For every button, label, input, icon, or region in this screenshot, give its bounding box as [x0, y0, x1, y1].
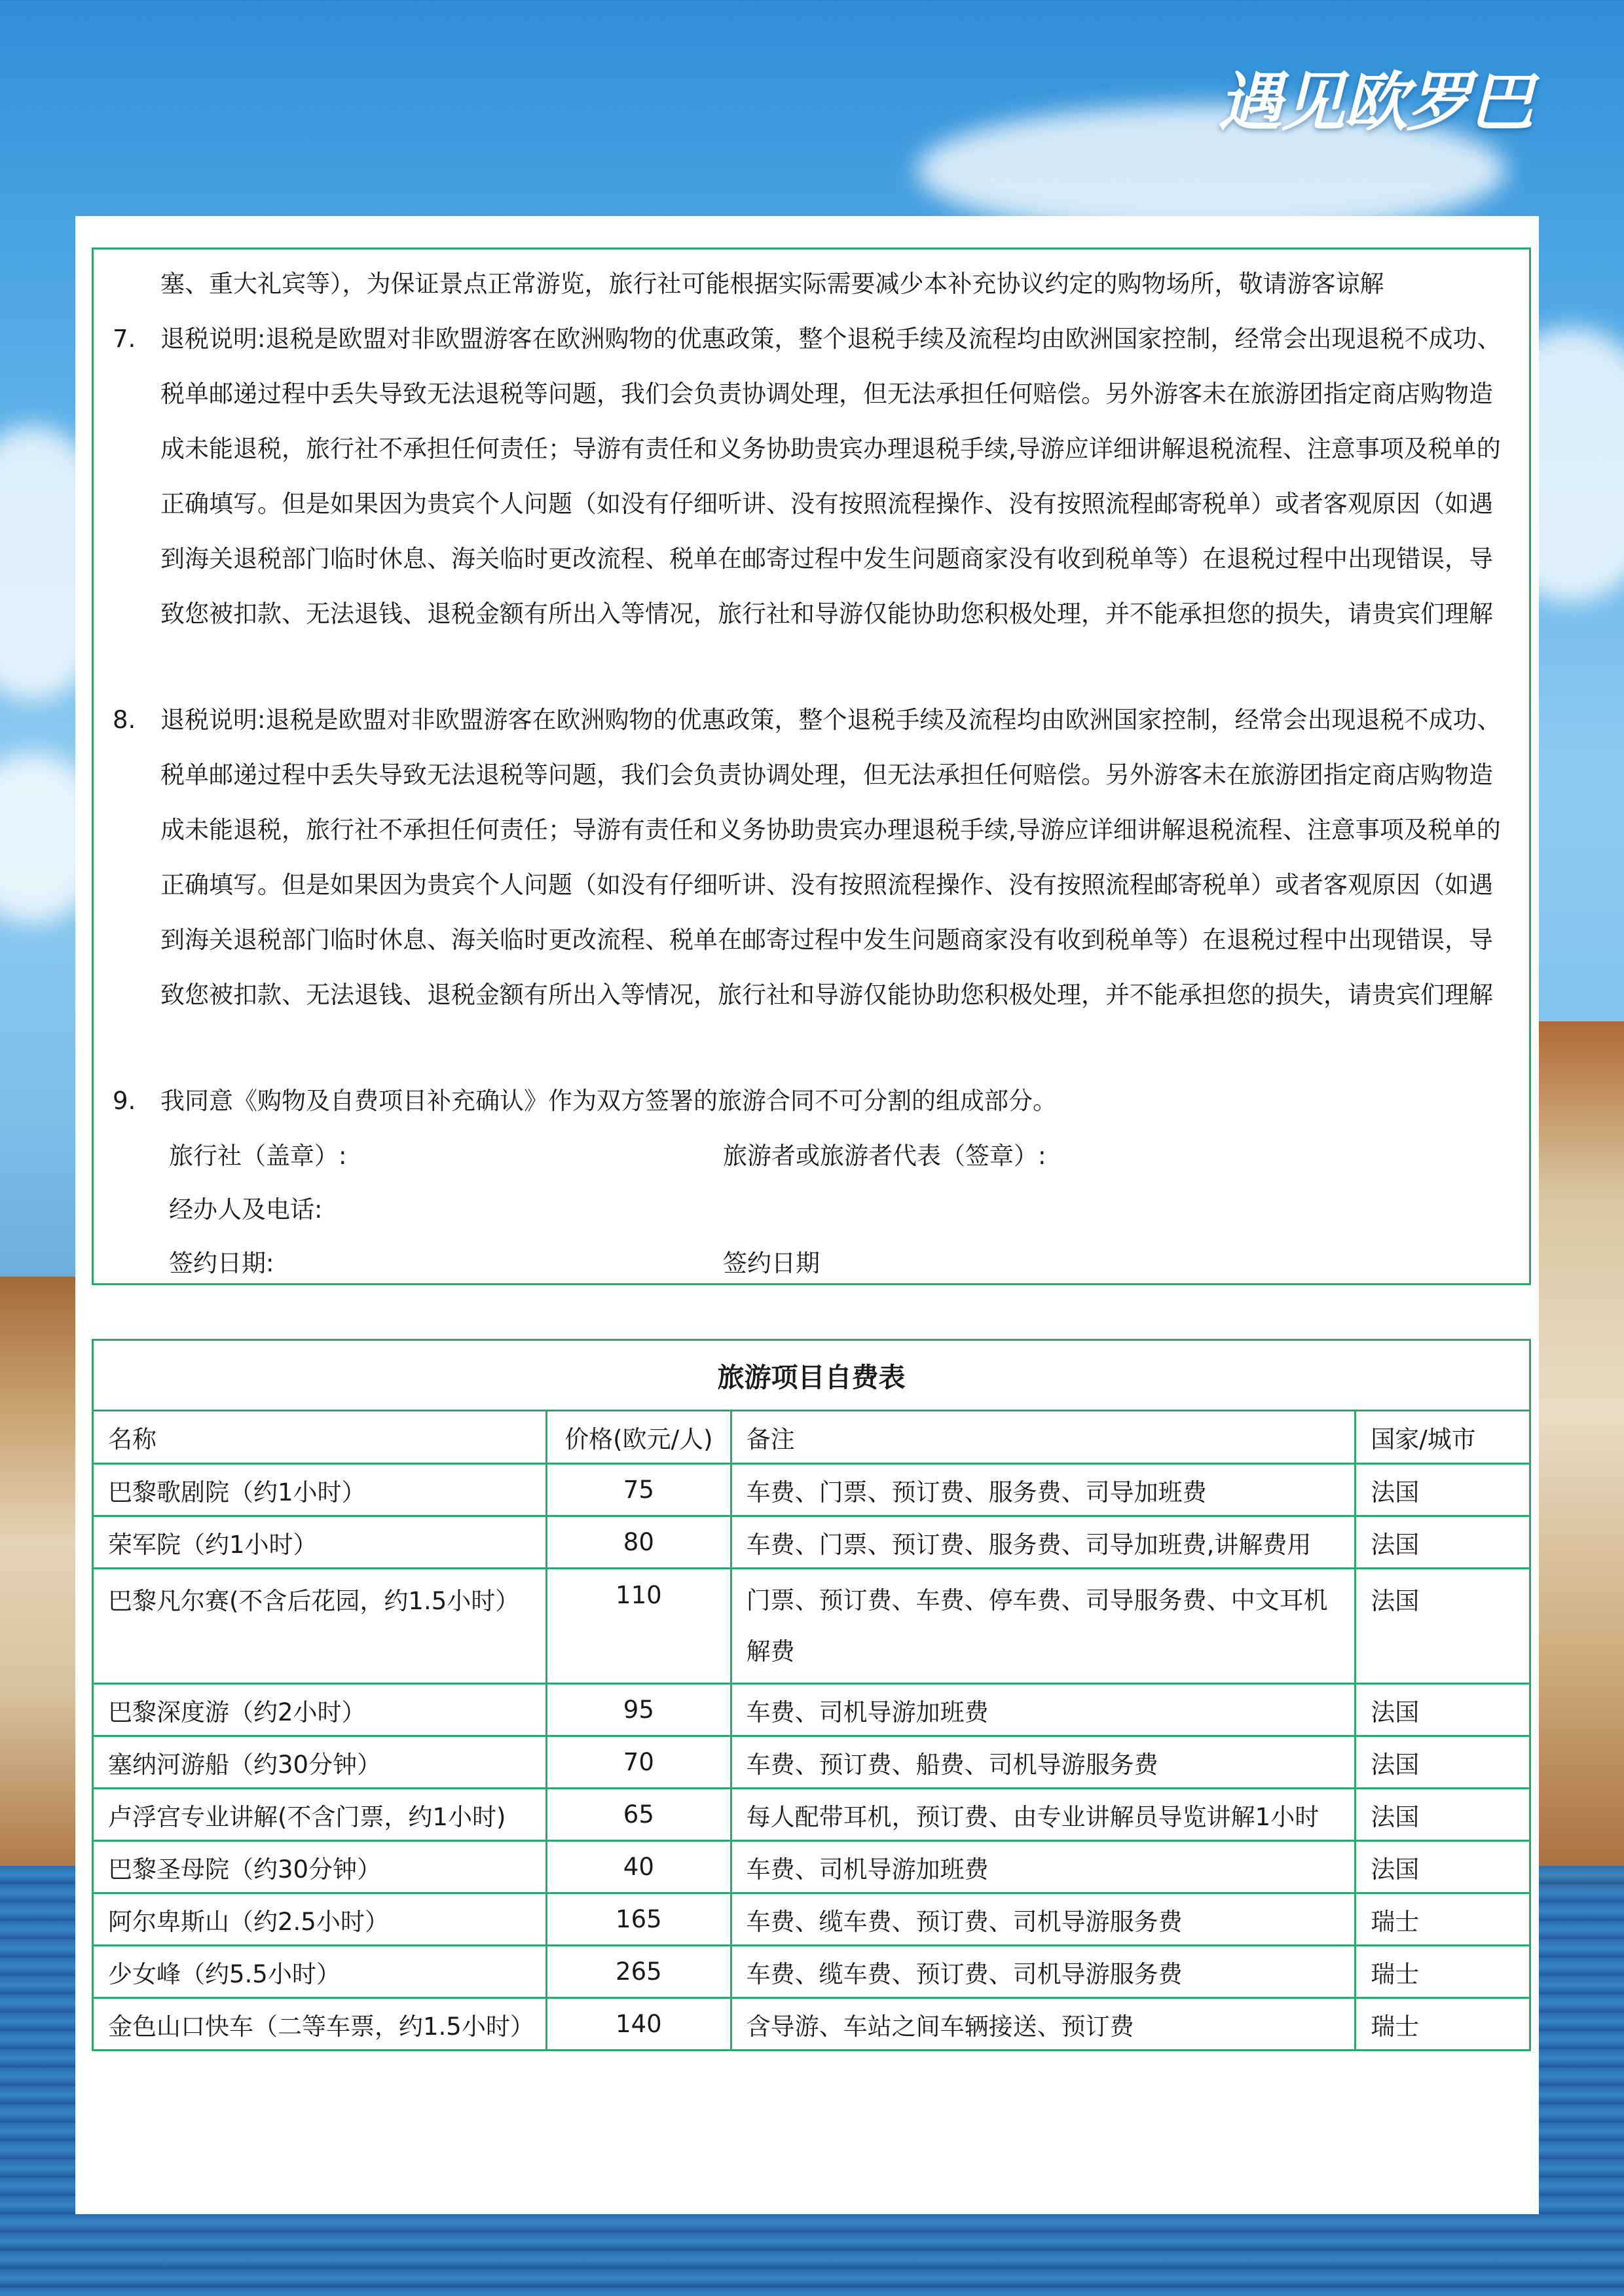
item-note: 车费、缆车费、预订费、司机导游服务费 — [731, 1946, 1356, 1998]
item-country: 法国 — [1356, 1684, 1530, 1736]
item-note: 车费、司机导游加班费 — [731, 1684, 1356, 1736]
fee-table-title: 旅游项目自费表 — [93, 1340, 1530, 1411]
item-country: 瑞士 — [1356, 1998, 1530, 2050]
item-note: 含导游、车站之间车辆接送、预订费 — [731, 1998, 1356, 2050]
table-row — [93, 1789, 1530, 1841]
table-row — [93, 1841, 1530, 1893]
item-price: 165 — [547, 1893, 731, 1946]
header-note: 备注 — [731, 1411, 1356, 1464]
item-country: 瑞士 — [1356, 1893, 1530, 1946]
clause-7-number: 7. — [113, 325, 136, 353]
item-country: 法国 — [1356, 1789, 1530, 1841]
item-country: 瑞士 — [1356, 1946, 1530, 1998]
item-name: 塞纳河游船（约30分钟） — [93, 1736, 547, 1789]
item-country: 法国 — [1356, 1464, 1530, 1516]
clause-9-text: 我同意《购物及自费项目补充确认》作为双方签署的旅游合同不可分割的组成部分。 — [160, 1087, 1057, 1115]
item-price: 40 — [547, 1841, 731, 1893]
brand-logo: 遇见欧罗巴 — [1217, 65, 1532, 140]
agency-date-label: 签约日期: — [169, 1249, 274, 1277]
item-note: 车费、司机导游加班费 — [731, 1841, 1356, 1893]
item-name: 金色山口快车（二等车票，约1.5小时） — [93, 1998, 547, 2050]
item-country: 法国 — [1356, 1841, 1530, 1893]
item-note: 门票、预订费、车费、停车费、司导服务费、中文耳机解费 — [731, 1569, 1356, 1684]
item-note: 每人配带耳机，预订费、由专业讲解员导览讲解1小时 — [731, 1789, 1356, 1841]
item-country: 法国 — [1356, 1569, 1530, 1684]
traveler-date-label: 签约日期 — [723, 1249, 820, 1277]
item-price: 265 — [547, 1946, 731, 1998]
item-price: 110 — [547, 1569, 731, 1684]
fee-table — [92, 1339, 1531, 2051]
table-row — [93, 1736, 1530, 1789]
item-price: 75 — [547, 1464, 731, 1516]
table-row — [93, 1893, 1530, 1946]
contact-label: 经办人及电话: — [169, 1195, 323, 1224]
header-country: 国家/城市 — [1356, 1411, 1530, 1464]
item-note: 车费、预订费、船费、司机导游服务费 — [731, 1736, 1356, 1789]
table-row — [93, 1516, 1530, 1569]
table-row — [93, 1569, 1530, 1684]
building-right — [1539, 1021, 1624, 1892]
table-row — [93, 1946, 1530, 1998]
clause-9-number: 9. — [113, 1087, 136, 1115]
item-country: 法国 — [1356, 1516, 1530, 1569]
building-left — [0, 1277, 75, 1866]
item-note: 车费、门票、预订费、服务费、司导加班费 — [731, 1464, 1356, 1516]
agency-seal-label: 旅行社（盖章）: — [169, 1142, 347, 1170]
item-name: 少女峰（约5.5小时） — [93, 1946, 547, 1998]
item-price: 140 — [547, 1998, 731, 2050]
item-note: 车费、门票、预订费、服务费、司导加班费,讲解费用 — [731, 1516, 1356, 1569]
item-name: 卢浮宫专业讲解(不含门票，约1小时) — [93, 1789, 547, 1841]
clause-continuation: 塞、重大礼宾等），为保证景点正常游览，旅行社可能根据实际需要减少本补充协议约定的购物场所，敬请游客谅解 — [160, 270, 1384, 298]
item-price: 95 — [547, 1684, 731, 1736]
item-name: 阿尔卑斯山（约2.5小时） — [93, 1893, 547, 1946]
traveler-seal-label: 旅游者或旅游者代表（签章）: — [723, 1142, 1046, 1170]
clause-7-text: 退税说明:退税是欧盟对非欧盟游客在欧洲购物的优惠政策，整个退税手续及流程均由欧洲国家控制，经常会出现退税不成功、税单邮递过程中丢失导致无法退税等问题，我们会负责协调处理，但无法承担任何赔偿。另外游客未在旅游团指定商店购物造成未能退税，旅行社不承担任何责任；导游有责任和义务协助贵宾办理退税手续,导游应详细讲解退税流程、注意事项及税单的正确填写。但是如果因为贵宾个人问题（如没有仔细听讲、没有按照流程操作、没有按照流程邮寄税单）或者客观原因（如遇到海关退税部门临时休息、海关临时更改流程、税单在邮寄过程中发生问题商家没有收到税单等）在退税过程中出现错误，导致您被扣款、无法退钱、退税金额有所出入等情况，旅行社和导游仅能协助您积极处理，并不能承担您的损失，请贵宾们理解 — [160, 325, 1502, 628]
header-price: 价格(欧元/人) — [547, 1411, 731, 1464]
clause-8-number: 8. — [113, 706, 136, 734]
table-row — [93, 1464, 1530, 1516]
clause-8-text: 退税说明:退税是欧盟对非欧盟游客在欧洲购物的优惠政策，整个退税手续及流程均由欧洲国家控制，经常会出现退税不成功、税单邮递过程中丢失导致无法退税等问题，我们会负责协调处理，但无法承担任何赔偿。另外游客未在旅游团指定商店购物造成未能退税，旅行社不承担任何责任；导游有责任和义务协助贵宾办理退税手续,导游应详细讲解退税流程、注意事项及税单的正确填写。但是如果因为贵宾个人问题（如没有仔细听讲、没有按照流程操作、没有按照流程邮寄税单）或者客观原因（如遇到海关退税部门临时休息、海关临时更改流程、税单在邮寄过程中发生问题商家没有收到税单等）在退税过程中出现错误，导致您被扣款、无法退钱、退税金额有所出入等情况，旅行社和导游仅能协助您积极处理，并不能承担您的损失，请贵宾们理解 — [160, 706, 1502, 1009]
item-price: 80 — [547, 1516, 731, 1569]
item-name: 巴黎歌剧院（约1小时） — [93, 1464, 547, 1516]
item-price: 65 — [547, 1789, 731, 1841]
item-name: 巴黎凡尔赛(不含后花园，约1.5小时） — [93, 1569, 547, 1684]
item-name: 荣军院（约1小时） — [93, 1516, 547, 1569]
item-name: 巴黎圣母院（约30分钟） — [93, 1841, 547, 1893]
fee-table-header-row — [93, 1411, 1530, 1464]
table-row — [93, 1684, 1530, 1736]
item-name: 巴黎深度游（约2小时） — [93, 1684, 547, 1736]
item-note: 车费、缆车费、预订费、司机导游服务费 — [731, 1893, 1356, 1946]
item-country: 法国 — [1356, 1736, 1530, 1789]
item-price: 70 — [547, 1736, 731, 1789]
header-name: 名称 — [93, 1411, 547, 1464]
table-row — [93, 1998, 1530, 2050]
